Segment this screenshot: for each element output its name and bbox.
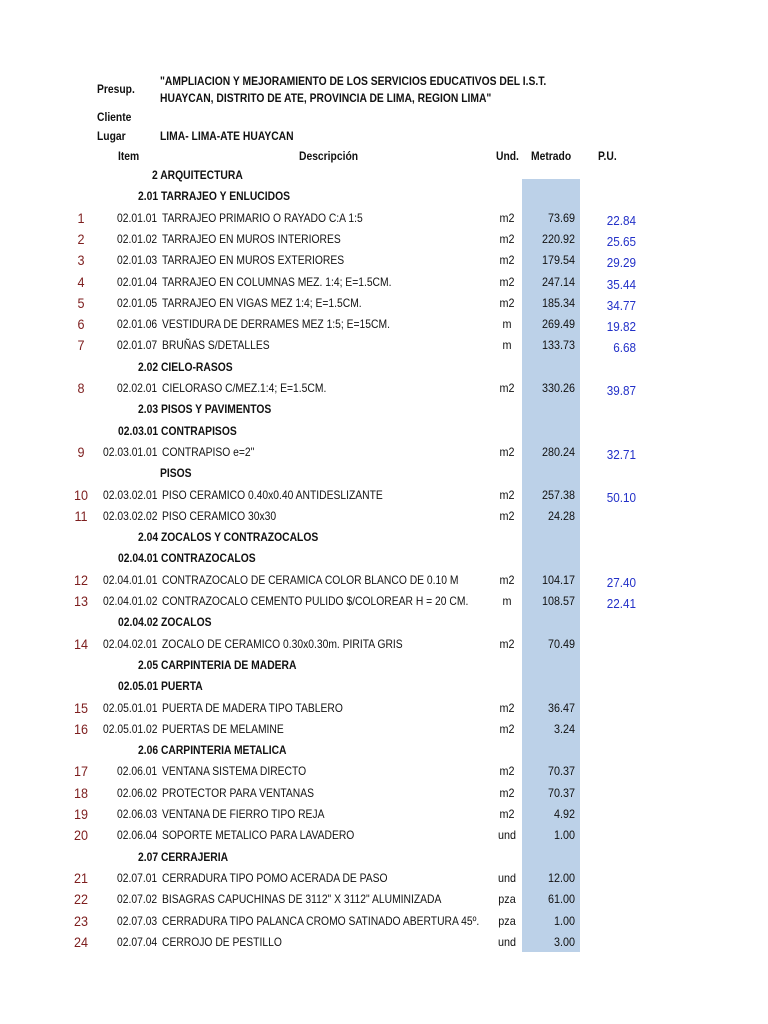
- lugar-value: LIMA- LIMA-ATE HUAYCAN: [160, 129, 294, 143]
- section-heading: [0, 740, 768, 761]
- table-row: [0, 889, 768, 910]
- item-unit: m2: [499, 275, 515, 289]
- section-title: 2.05 CARPINTERIA DE MADERA: [138, 658, 297, 672]
- item-unit: m2: [499, 722, 515, 736]
- item-metrado: 280.24: [541, 445, 575, 459]
- item-description: CERRADURA TIPO POMO ACERADA DE PASO: [162, 871, 388, 885]
- section-heading: [0, 186, 768, 207]
- section-title: 2.01 TARRAJEO Y ENLUCIDOS: [138, 189, 290, 203]
- section-title: PISOS: [160, 466, 192, 480]
- item-unit: m2: [499, 211, 515, 225]
- item-unit: m2: [499, 786, 515, 800]
- item-unit: m2: [499, 637, 515, 651]
- table-row: [0, 485, 768, 506]
- row-number: 23: [73, 913, 89, 929]
- item-unit: m2: [499, 232, 515, 246]
- item-code: 02.01.05: [117, 296, 158, 310]
- item-description: PISO CERAMICO 0.40x0.40 ANTIDESLIZANTE: [162, 488, 383, 502]
- item-unit: m2: [499, 573, 515, 587]
- project-title-line2: HUAYCAN, DISTRITO DE ATE, PROVINCIA DE LIMA, REGION LIMA": [160, 91, 492, 105]
- item-unit: m: [502, 317, 512, 331]
- section-title: 2.04 ZOCALOS Y CONTRAZOCALOS: [138, 530, 319, 544]
- cliente-label: Cliente: [97, 110, 132, 124]
- row-number: 2: [77, 231, 85, 247]
- item-metrado: 73.69: [547, 211, 575, 225]
- item-unit-price: 50.10: [606, 490, 636, 505]
- col-header-descripcion: Descripción: [299, 149, 359, 163]
- item-description: SOPORTE METALICO PARA LAVADERO: [162, 828, 355, 842]
- item-code: 02.01.06: [117, 317, 158, 331]
- row-number: 15: [73, 700, 89, 716]
- item-unit: pza: [498, 892, 516, 906]
- item-unit: m2: [499, 296, 515, 310]
- table-row: [0, 506, 768, 527]
- row-number: 17: [73, 763, 89, 779]
- item-metrado: 257.38: [541, 488, 575, 502]
- item-description: PISO CERAMICO 30x30: [162, 509, 277, 523]
- row-number: 10: [73, 487, 89, 503]
- item-code: 02.06.03: [117, 807, 158, 821]
- item-unit: m2: [499, 488, 515, 502]
- item-metrado: 70.49: [547, 637, 575, 651]
- item-unit-price: 25.65: [606, 234, 636, 249]
- section-title: 02.04.01 CONTRAZOCALOS: [118, 551, 256, 565]
- item-description: VENTANA SISTEMA DIRECTO: [162, 764, 307, 778]
- item-metrado: 133.73: [541, 338, 575, 352]
- row-number: 20: [73, 827, 89, 843]
- row-number: 7: [77, 337, 85, 353]
- item-metrado: 108.57: [541, 594, 575, 608]
- item-description: PROTECTOR PARA VENTANAS: [162, 786, 314, 800]
- subsection-heading: [0, 548, 768, 569]
- item-code: 02.01.02: [117, 232, 158, 246]
- table-row: [0, 868, 768, 889]
- table-row: [0, 208, 768, 229]
- item-code: 02.07.01: [117, 871, 158, 885]
- table-row: [0, 932, 768, 953]
- item-unit: und: [497, 871, 517, 885]
- item-unit-price: 32.71: [606, 447, 636, 462]
- item-description: PUERTA DE MADERA TIPO TABLERO: [162, 701, 343, 715]
- item-unit-price: 29.29: [606, 255, 636, 270]
- subsection-heading: [0, 612, 768, 633]
- row-number: 11: [74, 508, 88, 524]
- item-code: 02.07.03: [117, 914, 158, 928]
- item-metrado: 4.92: [553, 807, 575, 821]
- table-row: [0, 272, 768, 293]
- section-heading: [0, 357, 768, 378]
- item-description: CONTRAPISO e=2": [162, 445, 255, 459]
- item-metrado: 70.37: [547, 764, 575, 778]
- lugar-label: Lugar: [97, 129, 126, 143]
- item-description: CERRADURA TIPO PALANCA CROMO SATINADO ABERTURA 45º.: [162, 914, 480, 928]
- table-row: [0, 591, 768, 612]
- row-number: 21: [73, 870, 89, 886]
- item-code: 02.04.01.02: [103, 594, 158, 608]
- subsection-heading: [0, 421, 768, 442]
- row-number: 12: [73, 572, 89, 588]
- item-unit-price: 35.44: [606, 277, 636, 292]
- table-row: [0, 250, 768, 271]
- section-title: 02.05.01 PUERTA: [118, 679, 203, 693]
- item-unit-price: 39.87: [606, 383, 636, 398]
- item-unit-price: 6.68: [613, 340, 636, 355]
- item-description: ZOCALO DE CERAMICO 0.30x0.30m. PIRITA GRIS: [162, 637, 403, 651]
- item-unit: m2: [499, 509, 515, 523]
- row-number: 1: [77, 210, 85, 226]
- item-code: 02.04.02.01: [103, 637, 158, 651]
- table-row: [0, 378, 768, 399]
- item-unit: m2: [499, 253, 515, 267]
- item-metrado: 1.00: [553, 828, 575, 842]
- item-code: 02.03.02.01: [103, 488, 158, 502]
- item-metrado: 269.49: [541, 317, 575, 331]
- item-code: 02.06.01: [117, 764, 158, 778]
- row-number: 24: [73, 934, 89, 950]
- item-metrado: 1.00: [553, 914, 575, 928]
- item-description: TARRAJEO EN VIGAS MEZ 1:4; E=1.5CM.: [162, 296, 362, 310]
- item-description: VESTIDURA DE DERRAMES MEZ 1:5; E=15CM.: [162, 317, 390, 331]
- row-number: 19: [73, 806, 89, 822]
- item-metrado: 220.92: [541, 232, 575, 246]
- item-code: 02.01.04: [117, 275, 158, 289]
- item-description: TARRAJEO EN MUROS EXTERIORES: [162, 253, 345, 267]
- table-row: [0, 783, 768, 804]
- item-unit: und: [497, 935, 517, 949]
- col-header-und: Und.: [496, 149, 519, 163]
- row-number: 13: [73, 593, 89, 609]
- item-metrado: 3.00: [553, 935, 575, 949]
- item-unit: m2: [499, 807, 515, 821]
- item-description: VENTANA DE FIERRO TIPO REJA: [162, 807, 325, 821]
- item-metrado: 247.14: [541, 275, 575, 289]
- table-row: [0, 634, 768, 655]
- section-title: 2.02 CIELO-RASOS: [138, 360, 233, 374]
- item-unit: m2: [499, 445, 515, 459]
- row-number: 16: [73, 721, 89, 737]
- section-title: 2.06 CARPINTERIA METALICA: [138, 743, 287, 757]
- item-metrado: 61.00: [547, 892, 575, 906]
- table-row: [0, 570, 768, 591]
- section-title: 02.04.02 ZOCALOS: [118, 615, 212, 629]
- row-number: 14: [73, 636, 89, 652]
- item-code: 02.02.01: [117, 381, 158, 395]
- item-unit: m2: [499, 381, 515, 395]
- row-number: 6: [77, 316, 85, 332]
- item-description: BISAGRAS CAPUCHINAS DE 3112" X 3112" ALUMINIZADA: [162, 892, 442, 906]
- table-row: [0, 229, 768, 250]
- row-number: 4: [77, 274, 85, 290]
- section-heading: [0, 399, 768, 420]
- item-code: 02.01.07: [117, 338, 158, 352]
- item-description: TARRAJEO EN COLUMNAS MEZ. 1:4; E=1.5CM.: [162, 275, 392, 289]
- item-code: 02.01.01: [117, 211, 158, 225]
- item-unit: m: [502, 594, 512, 608]
- row-number: 9: [77, 444, 85, 460]
- section-title: 2.07 CERRAJERIA: [138, 850, 229, 864]
- table-row: [0, 761, 768, 782]
- table-row: [0, 314, 768, 335]
- table-row: [0, 911, 768, 932]
- section-heading: [0, 655, 768, 676]
- table-row: [0, 825, 768, 846]
- table-row: [0, 442, 768, 463]
- item-description: CIELORASO C/MEZ.1:4; E=1.5CM.: [162, 381, 327, 395]
- item-description: TARRAJEO PRIMARIO O RAYADO C:A 1:5: [162, 211, 363, 225]
- item-description: PUERTAS DE MELAMINE: [162, 722, 284, 736]
- item-unit-price: 27.40: [606, 575, 636, 590]
- item-description: CERROJO DE PESTILLO: [162, 935, 282, 949]
- row-number: 5: [77, 295, 85, 311]
- col-header-item: Item: [118, 149, 140, 163]
- row-number: 22: [73, 891, 89, 907]
- item-metrado: 179.54: [541, 253, 575, 267]
- item-unit: m: [502, 338, 512, 352]
- item-code: 02.04.01.01: [103, 573, 158, 587]
- item-metrado: 70.37: [547, 786, 575, 800]
- item-code: 02.03.01.01: [103, 445, 158, 459]
- item-description: CONTRAZOCALO DE CERAMICA COLOR BLANCO DE 0.10 M: [162, 573, 459, 587]
- item-description: TARRAJEO EN MUROS INTERIORES: [162, 232, 341, 246]
- item-code: 02.07.02: [117, 892, 158, 906]
- table-row: [0, 804, 768, 825]
- item-description: BRUÑAS S/DETALLES: [162, 338, 270, 352]
- item-unit-price: 22.41: [606, 596, 636, 611]
- item-metrado: 24.28: [547, 509, 575, 523]
- item-unit: m2: [499, 764, 515, 778]
- item-metrado: 185.34: [541, 296, 575, 310]
- section-heading: [0, 527, 768, 548]
- item-code: 02.01.03: [117, 253, 158, 267]
- section-title: 2 ARQUITECTURA: [152, 168, 243, 182]
- item-unit: und: [497, 828, 517, 842]
- project-title-line1: "AMPLIACION Y MEJORAMIENTO DE LOS SERVICIOS EDUCATIVOS DEL I.S.T.: [160, 74, 547, 88]
- presup-label: Presup.: [97, 82, 135, 96]
- section-title: 02.03.01 CONTRAPISOS: [118, 424, 237, 438]
- item-unit-price: 34.77: [606, 298, 636, 313]
- table-row: [0, 335, 768, 356]
- item-unit: pza: [498, 914, 516, 928]
- item-metrado: 3.24: [553, 722, 575, 736]
- section-heading: [0, 165, 768, 186]
- item-code: 02.05.01.01: [103, 701, 158, 715]
- subsection-heading: [0, 676, 768, 697]
- item-code: 02.06.02: [117, 786, 158, 800]
- item-unit-price: 19.82: [606, 319, 636, 334]
- table-row: [0, 698, 768, 719]
- item-unit-price: 22.84: [606, 213, 636, 228]
- col-header-pu: P.U.: [598, 149, 617, 163]
- row-number: 8: [77, 380, 85, 396]
- item-metrado: 36.47: [547, 701, 575, 715]
- item-description: CONTRAZOCALO CEMENTO PULIDO $/COLOREAR H = 20 CM.: [162, 594, 469, 608]
- item-metrado: 330.26: [541, 381, 575, 395]
- subsection-heading: [0, 463, 768, 484]
- section-heading: [0, 847, 768, 868]
- item-unit: m2: [499, 701, 515, 715]
- item-metrado: 104.17: [541, 573, 575, 587]
- item-metrado: 12.00: [547, 871, 575, 885]
- row-number: 18: [73, 785, 89, 801]
- item-code: 02.03.02.02: [103, 509, 158, 523]
- col-header-metrado: Metrado: [531, 149, 572, 163]
- project-title: [160, 73, 546, 107]
- item-code: 02.05.01.02: [103, 722, 158, 736]
- row-number: 3: [77, 252, 85, 268]
- item-code: 02.07.04: [117, 935, 158, 949]
- section-title: 2.03 PISOS Y PAVIMENTOS: [138, 402, 272, 416]
- table-row: [0, 719, 768, 740]
- item-code: 02.06.04: [117, 828, 158, 842]
- table-row: [0, 293, 768, 314]
